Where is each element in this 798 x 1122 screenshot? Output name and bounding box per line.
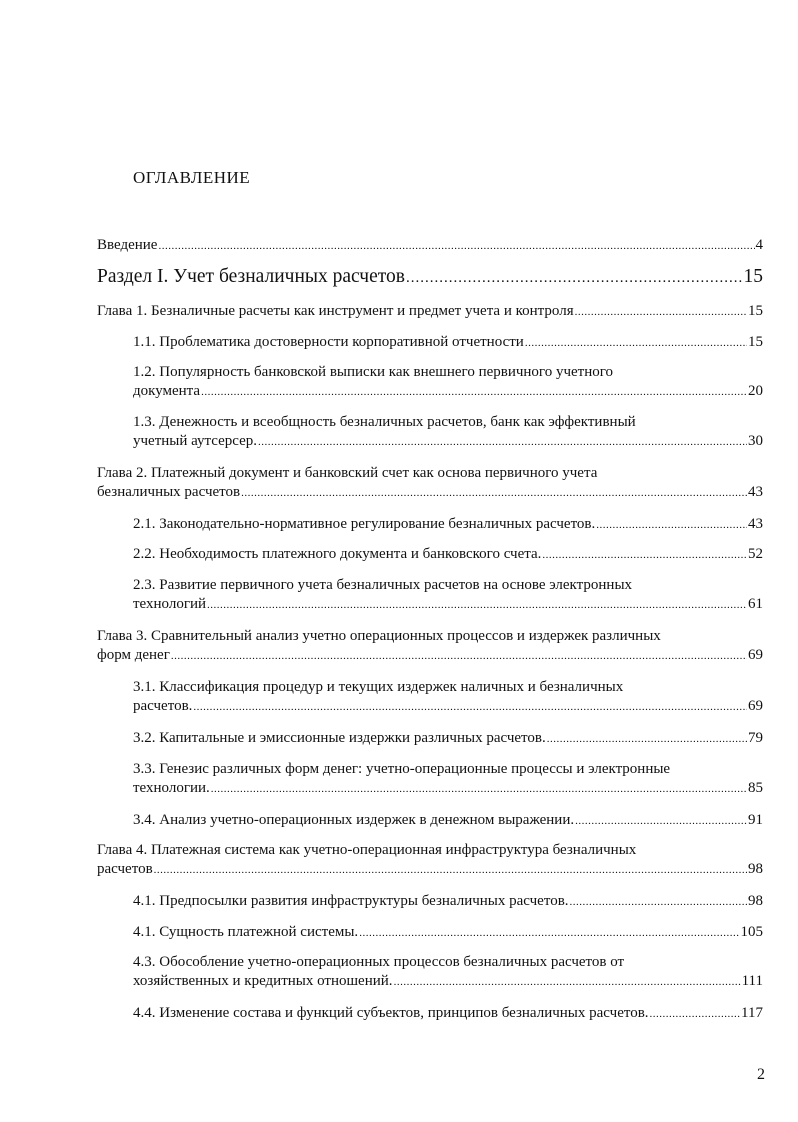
toc-entry-page: 79	[748, 730, 763, 746]
toc-entry-page: 85	[748, 780, 763, 796]
toc-entry-line	[133, 697, 763, 717]
toc-entry-chapter[interactable]	[97, 464, 763, 503]
toc-entry-page: 61	[748, 596, 763, 612]
toc-entry-title: хозяйственных и кредитных отношений.	[133, 973, 393, 989]
toc-entry-title-first-line: Глава 3. Сравнительный анализ учетно операционных процессов и издержек различных	[97, 628, 661, 644]
page-number: 2	[757, 1066, 765, 1083]
toc-entry-page: 69	[748, 647, 763, 663]
toc-entry-title-first-line: 3.1. Классификация процедур и текущих издержек наличных и безналичных	[133, 679, 624, 695]
toc-entry-title-first-line: 3.3. Генезис различных форм денег: учетно-операционные процессы и электронные	[133, 761, 671, 777]
toc-entry-page: 105	[740, 924, 763, 940]
toc-entry-page: 15	[748, 303, 763, 319]
toc-entry-chapter[interactable]	[97, 841, 763, 880]
toc-entry-line	[97, 646, 763, 666]
dot-leader	[570, 893, 747, 912]
toc-entry-title: Введение	[97, 237, 158, 253]
toc-entry-line	[97, 236, 763, 256]
toc-entry-title: 4.1. Предпосылки развития инфраструктуры безналичных расчетов.	[133, 893, 569, 909]
page-title: ОГЛАВЛЕНИЕ	[133, 168, 251, 187]
toc-entry-sub[interactable]	[133, 1004, 763, 1024]
dot-leader	[542, 546, 747, 565]
toc-entry-sub[interactable]	[133, 545, 763, 565]
toc-entry-title: 4.4. Изменение состава и функций субъектов, принципов безналичных расчетов.	[133, 1005, 649, 1021]
toc-entry-sub[interactable]	[133, 678, 763, 717]
toc-entry-sub[interactable]	[133, 576, 763, 615]
toc-entry-page: 30	[748, 433, 763, 449]
toc-entry-page: 15	[748, 334, 763, 350]
toc-entry-line	[97, 302, 763, 322]
toc-entry-title-first-line: Глава 4. Платежная система как учетно-операционная инфраструктура безналичных	[97, 842, 637, 858]
toc-entry-page: 52	[748, 546, 763, 562]
toc-entry-line	[133, 432, 763, 452]
dot-leader	[211, 780, 747, 799]
toc-entry-sub[interactable]	[133, 923, 763, 943]
dot-leader	[154, 861, 747, 880]
toc-entry-line	[133, 333, 763, 353]
dot-leader	[359, 924, 739, 943]
toc-entry-line	[133, 545, 763, 565]
toc-entry-page: 43	[748, 484, 763, 500]
toc-entry-chapter[interactable]	[97, 627, 763, 666]
toc-entry-title: 1.1. Проблематика достоверности корпоративной отчетности	[133, 334, 524, 350]
toc-entry-title: 3.2. Капитальные и эмиссионные издержки различных расчетов.	[133, 730, 546, 746]
dot-leader	[171, 647, 747, 666]
dot-leader	[547, 730, 747, 749]
dot-leader	[406, 267, 743, 289]
toc-entry-title: учетный аутсерсер.	[133, 433, 258, 449]
toc-entry-page: 69	[748, 698, 763, 714]
toc-entry-title: Глава 1. Безналичные расчеты как инструмент и предмет учета и контроля	[97, 303, 574, 319]
dot-leader	[650, 1005, 741, 1024]
toc-entry-title: технологии.	[133, 780, 210, 796]
toc-entry-sub[interactable]	[133, 333, 763, 353]
toc-entry-line	[97, 266, 763, 289]
dot-leader	[207, 596, 747, 615]
dot-leader	[596, 516, 747, 535]
toc-entry-line	[133, 892, 763, 912]
dot-leader	[394, 973, 741, 992]
toc-entry-title: 3.4. Анализ учетно-операционных издержек в денежном выражении.	[133, 812, 575, 828]
toc-entry-section[interactable]	[97, 266, 763, 289]
toc-entry-sub[interactable]	[133, 515, 763, 535]
dot-leader	[258, 433, 747, 452]
dot-leader	[158, 237, 754, 256]
toc-entry-page: 15	[743, 266, 763, 287]
toc-entry-sub[interactable]	[133, 953, 763, 992]
toc-entry-title: технологий	[133, 596, 207, 612]
toc-entry-title: 4.1. Сущность платежной системы.	[133, 924, 359, 940]
toc-entry-line	[133, 972, 763, 992]
toc-entry-page: 91	[748, 812, 763, 828]
toc-entry-line	[133, 811, 763, 831]
toc-entry-sub[interactable]	[133, 729, 763, 749]
toc-entry-title: безналичных расчетов	[97, 484, 241, 500]
toc-entry-title: форм денег	[97, 647, 170, 663]
toc-entry-line	[133, 923, 763, 943]
toc-entry-title: документа	[133, 383, 201, 399]
toc-entry-line	[133, 382, 763, 402]
toc-entry-title-first-line: 1.3. Денежность и всеобщность безналичных расчетов, банк как эффективный	[133, 414, 636, 430]
toc-entry-page: 98	[748, 861, 763, 877]
dot-leader	[525, 334, 747, 353]
toc-entry-line	[97, 483, 763, 503]
toc-entry-page: 43	[748, 516, 763, 532]
toc-entry-line	[133, 1004, 763, 1024]
toc-entry-title: Раздел I. Учет безналичных расчетов	[97, 266, 405, 287]
toc-entry-title: расчетов	[97, 861, 153, 877]
toc-entry-sub[interactable]	[133, 363, 763, 402]
dot-leader	[575, 812, 747, 831]
toc-entry-title-first-line: Глава 2. Платежный документ и банковский счет как основа первичного учета	[97, 465, 598, 481]
dot-leader	[575, 303, 747, 322]
toc-entry-title: 2.1. Законодательно-нормативное регулирование безналичных расчетов.	[133, 516, 596, 532]
dot-leader	[201, 383, 747, 402]
toc-entry-line	[133, 595, 763, 615]
toc-entry-title-first-line: 4.3. Обособление учетно-операционных процессов безналичных расчетов от	[133, 954, 625, 970]
toc-entry-line	[133, 729, 763, 749]
dot-leader	[193, 698, 747, 717]
toc-entry-sub[interactable]	[133, 760, 763, 799]
toc-entry-line	[133, 779, 763, 799]
toc-entry-sub[interactable]	[133, 413, 763, 452]
dot-leader	[241, 484, 747, 503]
toc-entry-sub[interactable]	[133, 811, 763, 831]
toc-entry-page: 117	[741, 1005, 763, 1021]
toc-entry-title: расчетов.	[133, 698, 193, 714]
toc-entry-page: 111	[741, 973, 763, 989]
toc-entry-chapter[interactable]	[97, 236, 763, 256]
toc-entry-title: 2.2. Необходимость платежного документа и банковского счета.	[133, 546, 542, 562]
toc-entry-page: 4	[755, 237, 763, 253]
toc-entry-sub[interactable]	[133, 892, 763, 912]
toc-entry-page: 20	[748, 383, 763, 399]
toc-entry-line	[133, 515, 763, 535]
toc-entry-title-first-line: 1.2. Популярность банковской выписки как внешнего первичного учетного	[133, 364, 614, 380]
toc-entry-title-first-line: 2.3. Развитие первичного учета безналичных расчетов на основе электронных	[133, 577, 633, 593]
toc-entry-chapter[interactable]	[97, 302, 763, 322]
toc-entry-line	[97, 860, 763, 880]
toc-entry-page: 98	[748, 893, 763, 909]
